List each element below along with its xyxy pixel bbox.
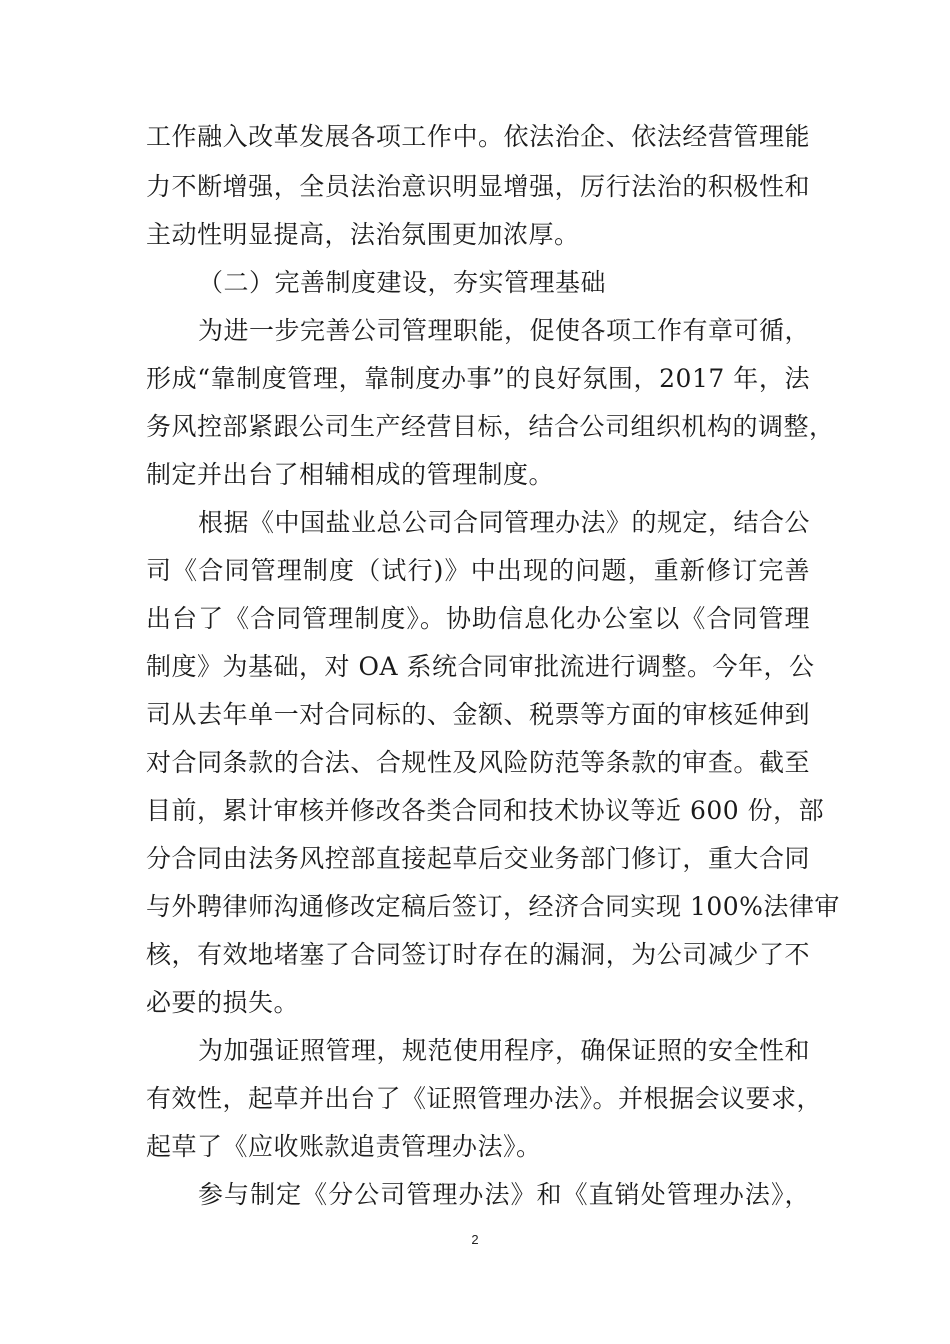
paragraph-line: 分合同由法务风控部直接起草后交业务部门修订，重大合同 <box>146 844 810 873</box>
paragraph-line: 制度》为基础，对 OA 系统合同审批流进行调整。今年，公 <box>146 652 815 681</box>
paragraph-line: 司从去年单一对合同标的、金额、税票等方面的审核延伸到 <box>146 700 810 729</box>
paragraph-line: 出台了《合同管理制度》。协助信息化办公室以《合同管理 <box>146 604 810 633</box>
paragraph-line: 形成“靠制度管理，靠制度办事”的良好氛围，2017 年，法 <box>146 364 810 393</box>
paragraph-line: 与外聘律师沟通修改定稿后签订，经济合同实现 100%法律审 <box>146 892 840 921</box>
paragraph-line: 起草了《应收账款追责管理办法》。 <box>146 1132 542 1161</box>
paragraph-line: 司《合同管理制度（试行)》中出现的问题，重新修订完善 <box>146 556 810 585</box>
paragraph-line: 为加强证照管理，规范使用程序，确保证照的安全性和 <box>198 1036 811 1065</box>
paragraph-line: 参与制定《分公司管理办法》和《直销处管理办法》， <box>198 1180 810 1209</box>
paragraph-line: 对合同条款的合法、合规性及风险防范等条款的审查。截至 <box>146 748 810 777</box>
paragraph-line: 必要的损失。 <box>146 988 300 1017</box>
paragraph-line: 核，有效地堵塞了合同签订时存在的漏洞，为公司减少了不 <box>146 940 810 969</box>
section-heading: （二）完善制度建设，夯实管理基础 <box>198 268 607 297</box>
paragraph-line: 目前，累计审核并修改各类合同和技术协议等近 600 份，部 <box>146 796 825 825</box>
paragraph-line: 有效性，起草并出台了《证照管理办法》。并根据会议要求， <box>146 1084 823 1113</box>
page-number: 2 <box>471 1232 479 1247</box>
paragraph-line: 主动性明显提高，法治氛围更加浓厚。 <box>146 220 580 249</box>
paragraph-line: 务风控部紧跟公司生产经营目标，结合公司组织机构的调整， <box>146 412 835 441</box>
paragraph-line: 制定并出台了相辅相成的管理制度。 <box>146 460 555 489</box>
paragraph-line: 为进一步完善公司管理职能，促使各项工作有章可循， <box>198 316 811 345</box>
paragraph-line: 力不断增强，全员法治意识明显增强，厉行法治的积极性和 <box>146 172 810 201</box>
paragraph-line: 工作融入改革发展各项工作中。依法治企、依法经营管理能 <box>146 122 810 151</box>
paragraph-line: 根据《中国盐业总公司合同管理办法》的规定，结合公 <box>198 508 811 537</box>
